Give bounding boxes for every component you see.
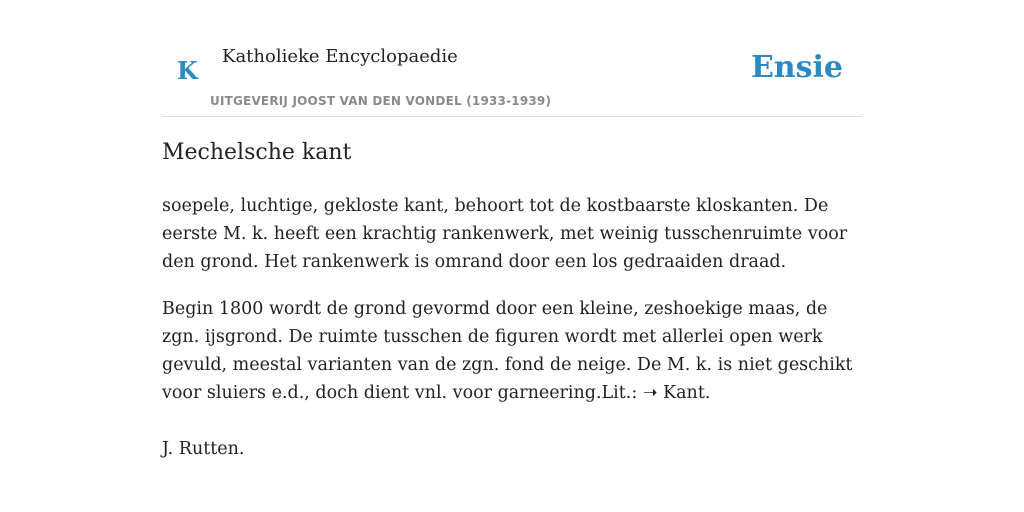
paragraph-2-text: Begin 1800 wordt de grond gevormd door een kleine, zeshoekige maas, de zgn. ijsgrond. De ruimte tusschen de figuren wordt met allerlei open werk gevuld, meestal varianten van de zgn. fond de neige. De M. k. is niet geschikt voor sluiers e.d., doch dient vnl. voor garneering.Lit.:: [162, 299, 853, 403]
logo-k[interactable]: K: [177, 56, 198, 85]
article-author: J. Rutten.: [162, 439, 245, 459]
header: [162, 0, 862, 117]
paragraph-2-end: .: [704, 383, 711, 403]
page: [162, 0, 862, 459]
publisher-label: UITGEVERIJ JOOST VAN DEN VONDEL (1933-1939): [210, 94, 552, 108]
article-title: Mechelsche kant: [162, 140, 352, 165]
kant-link[interactable]: ➝ Kant: [642, 383, 705, 403]
article-paragraph-2: [162, 295, 862, 407]
article-paragraph-1: soepele, luchtige, gekloste kant, behoort tot de kostbaarste kloskanten. De eerste M. k. heeft een krachtig rankenwerk, met weinig tusschenruimte voor den grond. Het rankenwerk is omrand door een los gedraaiden draad.: [162, 196, 848, 272]
ensie-logo[interactable]: Ensie: [750, 50, 843, 85]
site-title-link[interactable]: Katholieke Encyclopaedie: [222, 46, 458, 67]
